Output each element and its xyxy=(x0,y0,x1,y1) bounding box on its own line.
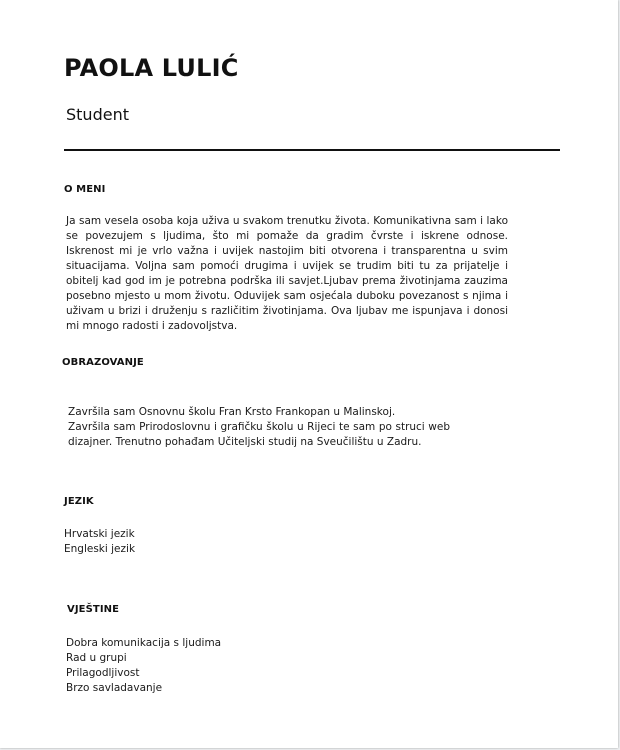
skill-item: Dobra komunikacija s ljudima xyxy=(66,637,222,649)
person-name: PAOLA LULIĆ xyxy=(64,54,239,82)
language-heading: JEZIK xyxy=(64,496,94,507)
person-role: Student xyxy=(66,105,129,124)
skill-item: Prilagodljivost xyxy=(66,667,140,679)
language-item: Engleski jezik xyxy=(64,543,136,555)
education-line-1: Završila sam Osnovnu školu Fran Krsto Frankopan u Malinskoj. xyxy=(68,406,396,418)
education-heading: OBRAZOVANJE xyxy=(62,357,144,368)
skills-list xyxy=(66,636,221,696)
language-item: Hrvatski jezik xyxy=(64,528,135,540)
language-list xyxy=(64,527,135,557)
skills-heading: VJEŠTINE xyxy=(67,604,120,615)
about-text: Ja sam vesela osoba koja uživa u svakom trenutku života. Komunikativna sam i lako se povezujem s ljudima, što mi pomaže da gradim čvrste i iskrene odnose. Iskrenost mi je vrlo važna i uvijek nastojim biti otvorena i transparentna u svim situacijama. Voljna sam pomoći drugima i uvijek se trudim biti tu za prijatelje i obitelj kad god im je potrebna podrška ili savjet.Ljubav prema životinjama zauzima posebno mjesto u mom životu. Oduvijek sam osjećala duboku povezanost s njima i uživam u brizi i druženju s različitim životinjama. Ova ljubav me ispunjava i donosi mi mnogo radosti i zadovoljstva. xyxy=(66,215,508,332)
skill-item: Rad u grupi xyxy=(66,652,127,664)
skill-item: Brzo savladavanje xyxy=(66,682,163,694)
header-divider xyxy=(64,149,560,151)
about-heading: O MENI xyxy=(64,184,106,195)
education-line-2: Završila sam Prirodoslovnu i grafičku školu u Rijeci te sam po struci web dizajner. Trenutno pohađam Učiteljski studij na Sveučilištu u Zadru. xyxy=(68,421,450,448)
